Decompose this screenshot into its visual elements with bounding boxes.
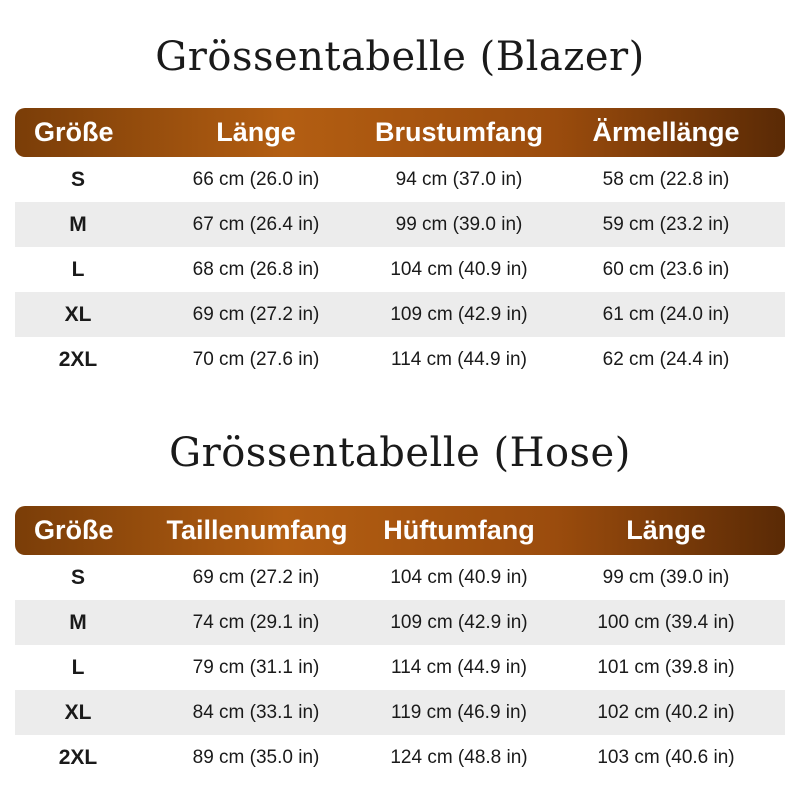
header-cell: Länge [626, 515, 706, 545]
table-header [15, 506, 785, 555]
table-cell: 99 cm (39.0 in) [602, 567, 730, 588]
size-cell: L [71, 656, 85, 679]
table-cell: 103 cm (40.6 in) [597, 747, 735, 768]
size-cell: XL [64, 303, 92, 326]
table-cell: 99 cm (39.0 in) [395, 214, 523, 235]
table-cell: 114 cm (44.9 in) [391, 349, 527, 370]
table-header [15, 108, 785, 157]
table-cell: 58 cm (22.8 in) [602, 169, 730, 190]
table-cell: 79 cm (31.1 in) [192, 657, 320, 678]
hose-size-table [15, 506, 785, 780]
table-row [15, 292, 785, 337]
table-row [15, 690, 785, 735]
table-row [15, 645, 785, 690]
table-cell: 62 cm (24.4 in) [602, 349, 730, 370]
table-cell: 89 cm (35.0 in) [192, 747, 320, 768]
size-cell: 2XL [58, 348, 98, 371]
table-cell: 70 cm (27.6 in) [192, 349, 320, 370]
header-cell: Brustumfang [375, 117, 543, 147]
table-cell: 69 cm (27.2 in) [192, 567, 320, 588]
table-cell: 104 cm (40.9 in) [390, 259, 528, 280]
size-cell: S [70, 566, 85, 589]
table-cell: 60 cm (23.6 in) [602, 259, 730, 280]
header-cell: Taillenumfang [166, 515, 348, 545]
table-cell: 109 cm (42.9 in) [390, 304, 528, 325]
table-row [15, 247, 785, 292]
table-cell: 69 cm (27.2 in) [192, 304, 320, 325]
table-cell: 102 cm (40.2 in) [597, 702, 735, 723]
table-cell: 114 cm (44.9 in) [391, 657, 527, 678]
blazer-size-table [15, 108, 785, 382]
table-row [15, 600, 785, 645]
table-cell: 84 cm (33.1 in) [192, 702, 320, 723]
table-cell: 101 cm (39.8 in) [597, 657, 735, 678]
table-row [15, 202, 785, 247]
size-cell: L [71, 258, 85, 281]
table-cell: 68 cm (26.8 in) [192, 259, 320, 280]
blazer-table-title: Grössentabelle (Blazer) [155, 34, 645, 80]
header-cell: Größe [34, 515, 114, 545]
size-cell: S [70, 168, 85, 191]
table-row [15, 555, 785, 600]
table-cell: 119 cm (46.9 in) [391, 702, 527, 723]
table-cell: 74 cm (29.1 in) [192, 612, 320, 633]
table-row [15, 337, 785, 382]
size-cell: M [69, 611, 87, 634]
table-cell: 124 cm (48.8 in) [390, 747, 528, 768]
table-cell: 100 cm (39.4 in) [597, 612, 735, 633]
table-row [15, 157, 785, 202]
header-cell: Hüftumfang [383, 515, 535, 545]
header-cell: Ärmellänge [592, 117, 740, 147]
hose-table-title: Grössentabelle (Hose) [169, 430, 631, 476]
table-cell: 67 cm (26.4 in) [192, 214, 320, 235]
table-cell: 94 cm (37.0 in) [395, 169, 523, 190]
size-cell: M [69, 213, 87, 236]
table-cell: 109 cm (42.9 in) [390, 612, 528, 633]
table-cell: 104 cm (40.9 in) [390, 567, 528, 588]
table-cell: 59 cm (23.2 in) [602, 214, 730, 235]
table-row [15, 735, 785, 780]
size-cell: 2XL [58, 746, 98, 769]
header-cell: Größe [34, 117, 114, 147]
header-cell: Länge [216, 117, 296, 147]
table-cell: 66 cm (26.0 in) [192, 169, 320, 190]
table-cell: 61 cm (24.0 in) [602, 304, 730, 325]
size-cell: XL [64, 701, 92, 724]
